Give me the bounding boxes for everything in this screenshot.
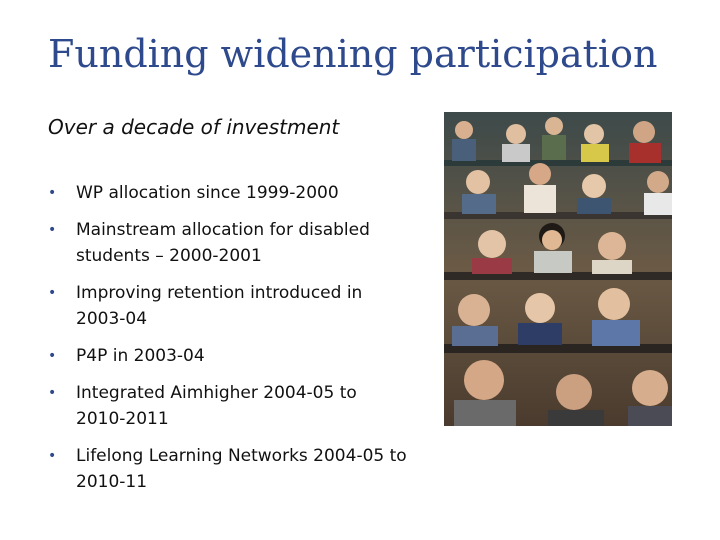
bullet-item — [48, 380, 408, 432]
slide-subtitle: Over a decade of investment — [48, 115, 340, 139]
bullet-item — [48, 180, 408, 206]
bullet-text: Lifelong Learning Networks 2004-05 to 2010-11 — [76, 446, 407, 492]
bullet-text: Mainstream allocation for disabled students – 2000-2001 — [76, 220, 370, 266]
bullet-item — [48, 343, 408, 369]
bullet-text: Integrated Aimhigher 2004-05 to 2010-2011 — [76, 383, 357, 429]
bullet-list — [48, 180, 408, 495]
bullet-item — [48, 280, 408, 332]
bullet-icon: • — [48, 185, 57, 201]
lecture-hall-students-photo — [444, 112, 672, 426]
bullet-icon: • — [48, 348, 57, 364]
bullet-icon: • — [48, 285, 57, 301]
bullet-text: P4P in 2003-04 — [76, 346, 205, 366]
bullet-icon: • — [48, 222, 57, 238]
bullet-icon: • — [48, 448, 57, 464]
bullet-text: WP allocation since 1999-2000 — [76, 183, 339, 203]
bullet-icon: • — [48, 385, 57, 401]
photo-illustration — [444, 112, 672, 426]
bullet-text: Improving retention introduced in 2003-04 — [76, 283, 363, 329]
bullet-item — [48, 443, 408, 495]
slide-title: Funding widening participation — [48, 32, 658, 76]
bullet-item — [48, 217, 408, 269]
